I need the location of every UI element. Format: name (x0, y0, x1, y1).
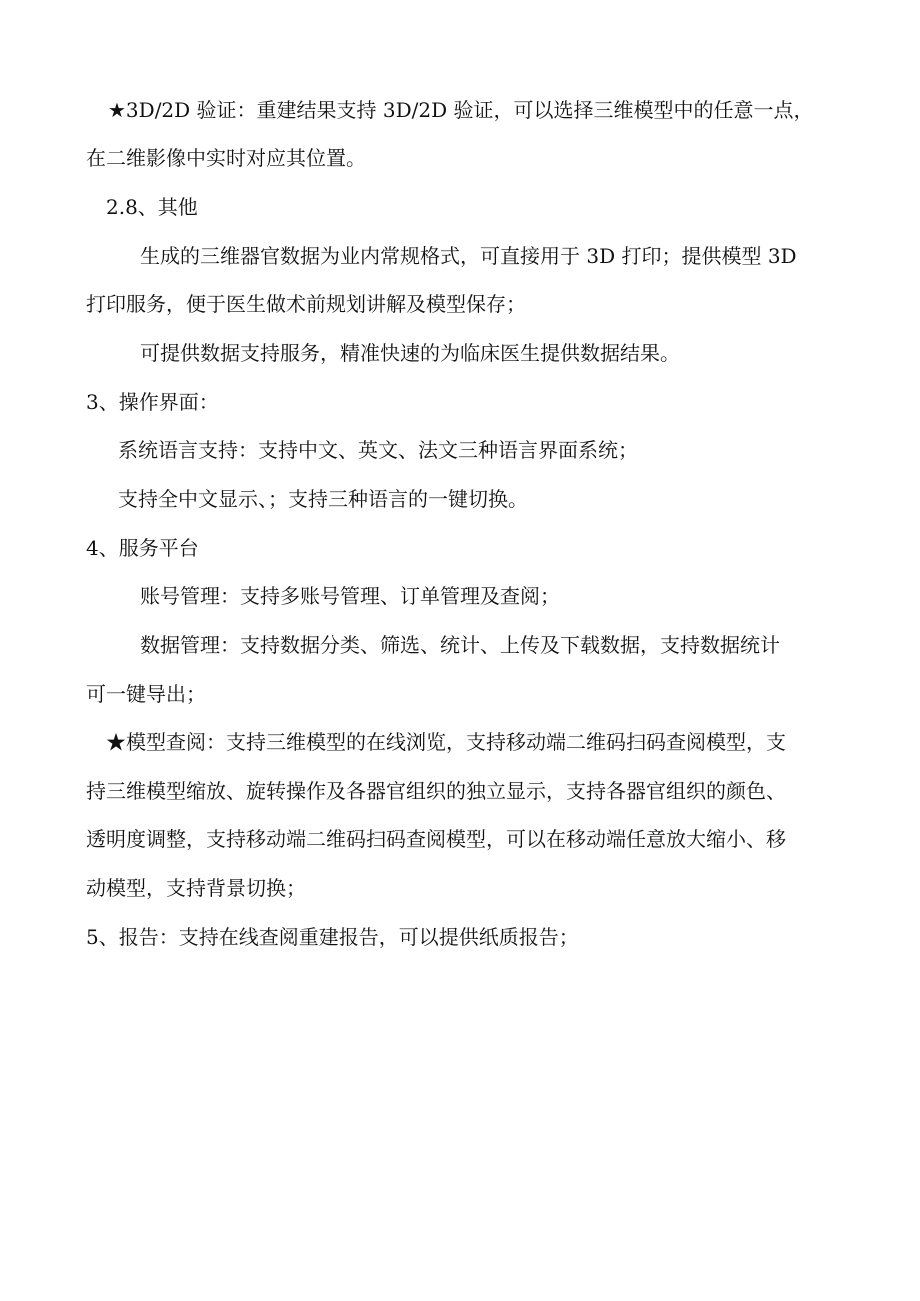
paragraph-account-management: 账号管理：支持多账号管理、订单管理及查阅； (140, 584, 560, 608)
paragraph-model-viewing-line-1: ★模型查阅：支持三维模型的在线浏览，支持移动端二维码扫码查阅模型，支 (106, 730, 786, 754)
paragraph-3d-print-line-1: 生成的三维器官数据为业内常规格式，可直接用于 3D 打印；提供模型 3D (140, 244, 797, 268)
paragraph-3d2d-verification-line-1: ★3D/2D 验证：重建结果支持 3D/2D 验证，可以选择三维模型中的任意一点， (108, 98, 814, 122)
section-heading-operation-interface: 3、操作界面： (86, 390, 219, 414)
paragraph-model-viewing-line-3: 透明度调整，支持移动端二维码扫码查阅模型，可以在移动端任意放大缩小、移 (86, 827, 786, 851)
paragraph-model-viewing-line-2: 持三维模型缩放、旋转操作及各器官组织的独立显示，支持各器官组织的颜色、 (86, 779, 786, 803)
paragraph-data-support: 可提供数据支持服务，精准快速的为临床医生提供数据结果。 (140, 341, 680, 365)
paragraph-3d2d-verification-line-2: 在二维影像中实时对应其位置。 (86, 146, 366, 170)
section-heading-2-8-other: 2.8、其他 (106, 195, 198, 219)
section-heading-report: 5、报告：支持在线查阅重建报告，可以提供纸质报告； (86, 925, 579, 949)
paragraph-language-switch: 支持全中文显示、；支持三种语言的一键切换。 (118, 487, 528, 511)
paragraph-model-viewing-line-4: 动模型，支持背景切换； (86, 876, 306, 900)
paragraph-data-management-line-2: 可一键导出； (86, 682, 206, 706)
paragraph-language-support: 系统语言支持：支持中文、英文、法文三种语言界面系统； (118, 438, 638, 462)
paragraph-data-management-line-1: 数据管理：支持数据分类、筛选、统计、上传及下载数据，支持数据统计 (140, 633, 780, 657)
paragraph-3d-print-line-2: 打印服务，便于医生做术前规划讲解及模型保存； (86, 292, 526, 316)
section-heading-service-platform: 4、服务平台 (86, 536, 199, 560)
